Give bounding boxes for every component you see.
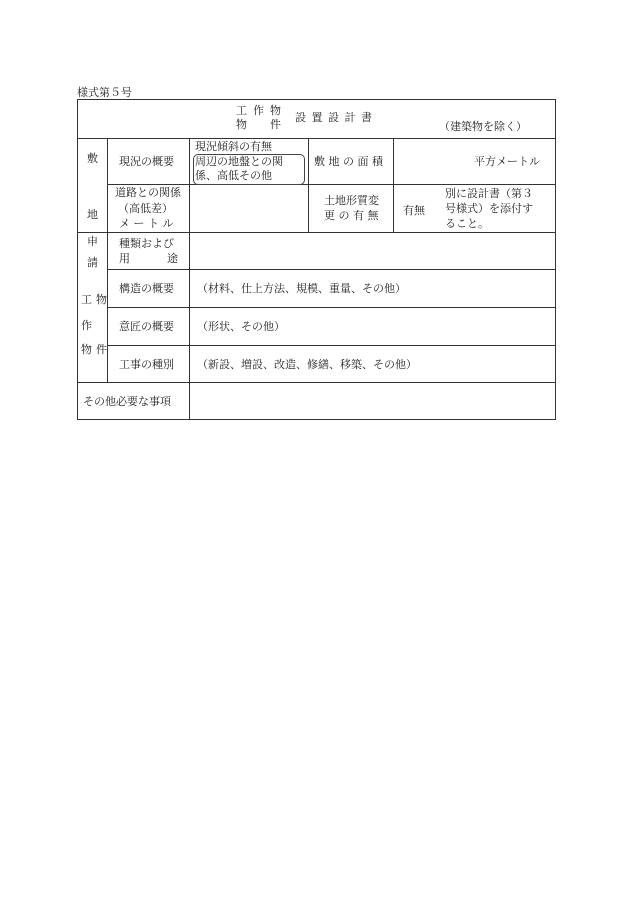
design-hint: （形状、その他） <box>197 320 285 333</box>
attach-note: ること。 <box>445 217 489 230</box>
object-side-label: 件 <box>96 343 107 356</box>
area-unit: 平方メートル <box>474 155 540 168</box>
site-side-label: 敷 <box>87 152 98 165</box>
object-side-label: 請 <box>87 256 98 269</box>
slope-label: 現況傾斜の有無 <box>195 140 272 153</box>
rule-site-middle <box>107 184 555 185</box>
structure-label: 構造の概要 <box>119 282 174 295</box>
rule-structure-bottom <box>107 307 555 308</box>
structure-hint: （材料、仕上方法、規模、重量、その他） <box>197 282 406 295</box>
surrounding-label: 係、高低その他 <box>195 169 272 182</box>
object-side-label: 作 <box>81 319 92 332</box>
object-side-label: 物 <box>81 343 92 356</box>
land-change-label: 更 の 有 無 <box>324 209 379 222</box>
type-use-label: 種類および <box>119 237 174 250</box>
road-relation-label: 道路との関係 <box>115 186 181 199</box>
rule-object-bottom <box>78 382 555 383</box>
work-type-hint: （新設、増設、改造、修繕、移築、その他） <box>197 358 417 371</box>
other-matters-label: その他必要な事項 <box>83 395 171 408</box>
object-side-label: 申 <box>87 235 98 248</box>
design-form-table <box>77 99 556 420</box>
type-use-label: 途 <box>167 252 178 265</box>
rule-right-column <box>393 138 394 232</box>
rule-design-bottom <box>107 345 555 346</box>
rule-title-bottom <box>78 138 555 139</box>
attach-note: 別に設計書（第３ <box>445 187 533 200</box>
rule-side-column <box>107 138 108 382</box>
site-area-label: 敷 地 の 面 積 <box>314 155 383 168</box>
title-char: 物 <box>236 118 247 131</box>
page-title: 設 置 設 計 書 <box>295 111 373 124</box>
rule-mid-column <box>308 138 309 232</box>
attach-note: 号様式）を添付す <box>445 202 533 215</box>
object-side-label: 工 <box>81 293 92 306</box>
title-char: 工 <box>236 104 247 117</box>
type-use-label: 用 <box>119 252 130 265</box>
work-type-label: 工事の種別 <box>119 358 174 371</box>
title-note: （建築物を除く） <box>439 120 527 133</box>
surrounding-label: 周辺の地盤との関 <box>195 155 283 168</box>
title-char: 物 <box>270 104 281 117</box>
rule-label-column <box>189 138 190 420</box>
road-relation-label: （高低差） <box>118 202 173 215</box>
rule-site-bottom <box>78 232 555 233</box>
rule-type-bottom <box>107 269 555 270</box>
title-char: 件 <box>270 118 281 131</box>
road-relation-unit: メ ー ト ル <box>119 217 174 230</box>
presence-value: 有無 <box>403 204 425 217</box>
design-label: 意匠の概要 <box>119 320 174 333</box>
title-char: 作 <box>253 104 264 117</box>
form-number: 様式第５号 <box>77 86 132 99</box>
site-side-label: 地 <box>87 208 98 221</box>
land-change-label: 土地形質変 <box>324 194 379 207</box>
current-state-label: 現況の概要 <box>119 155 174 168</box>
object-side-label: 物 <box>96 293 107 306</box>
